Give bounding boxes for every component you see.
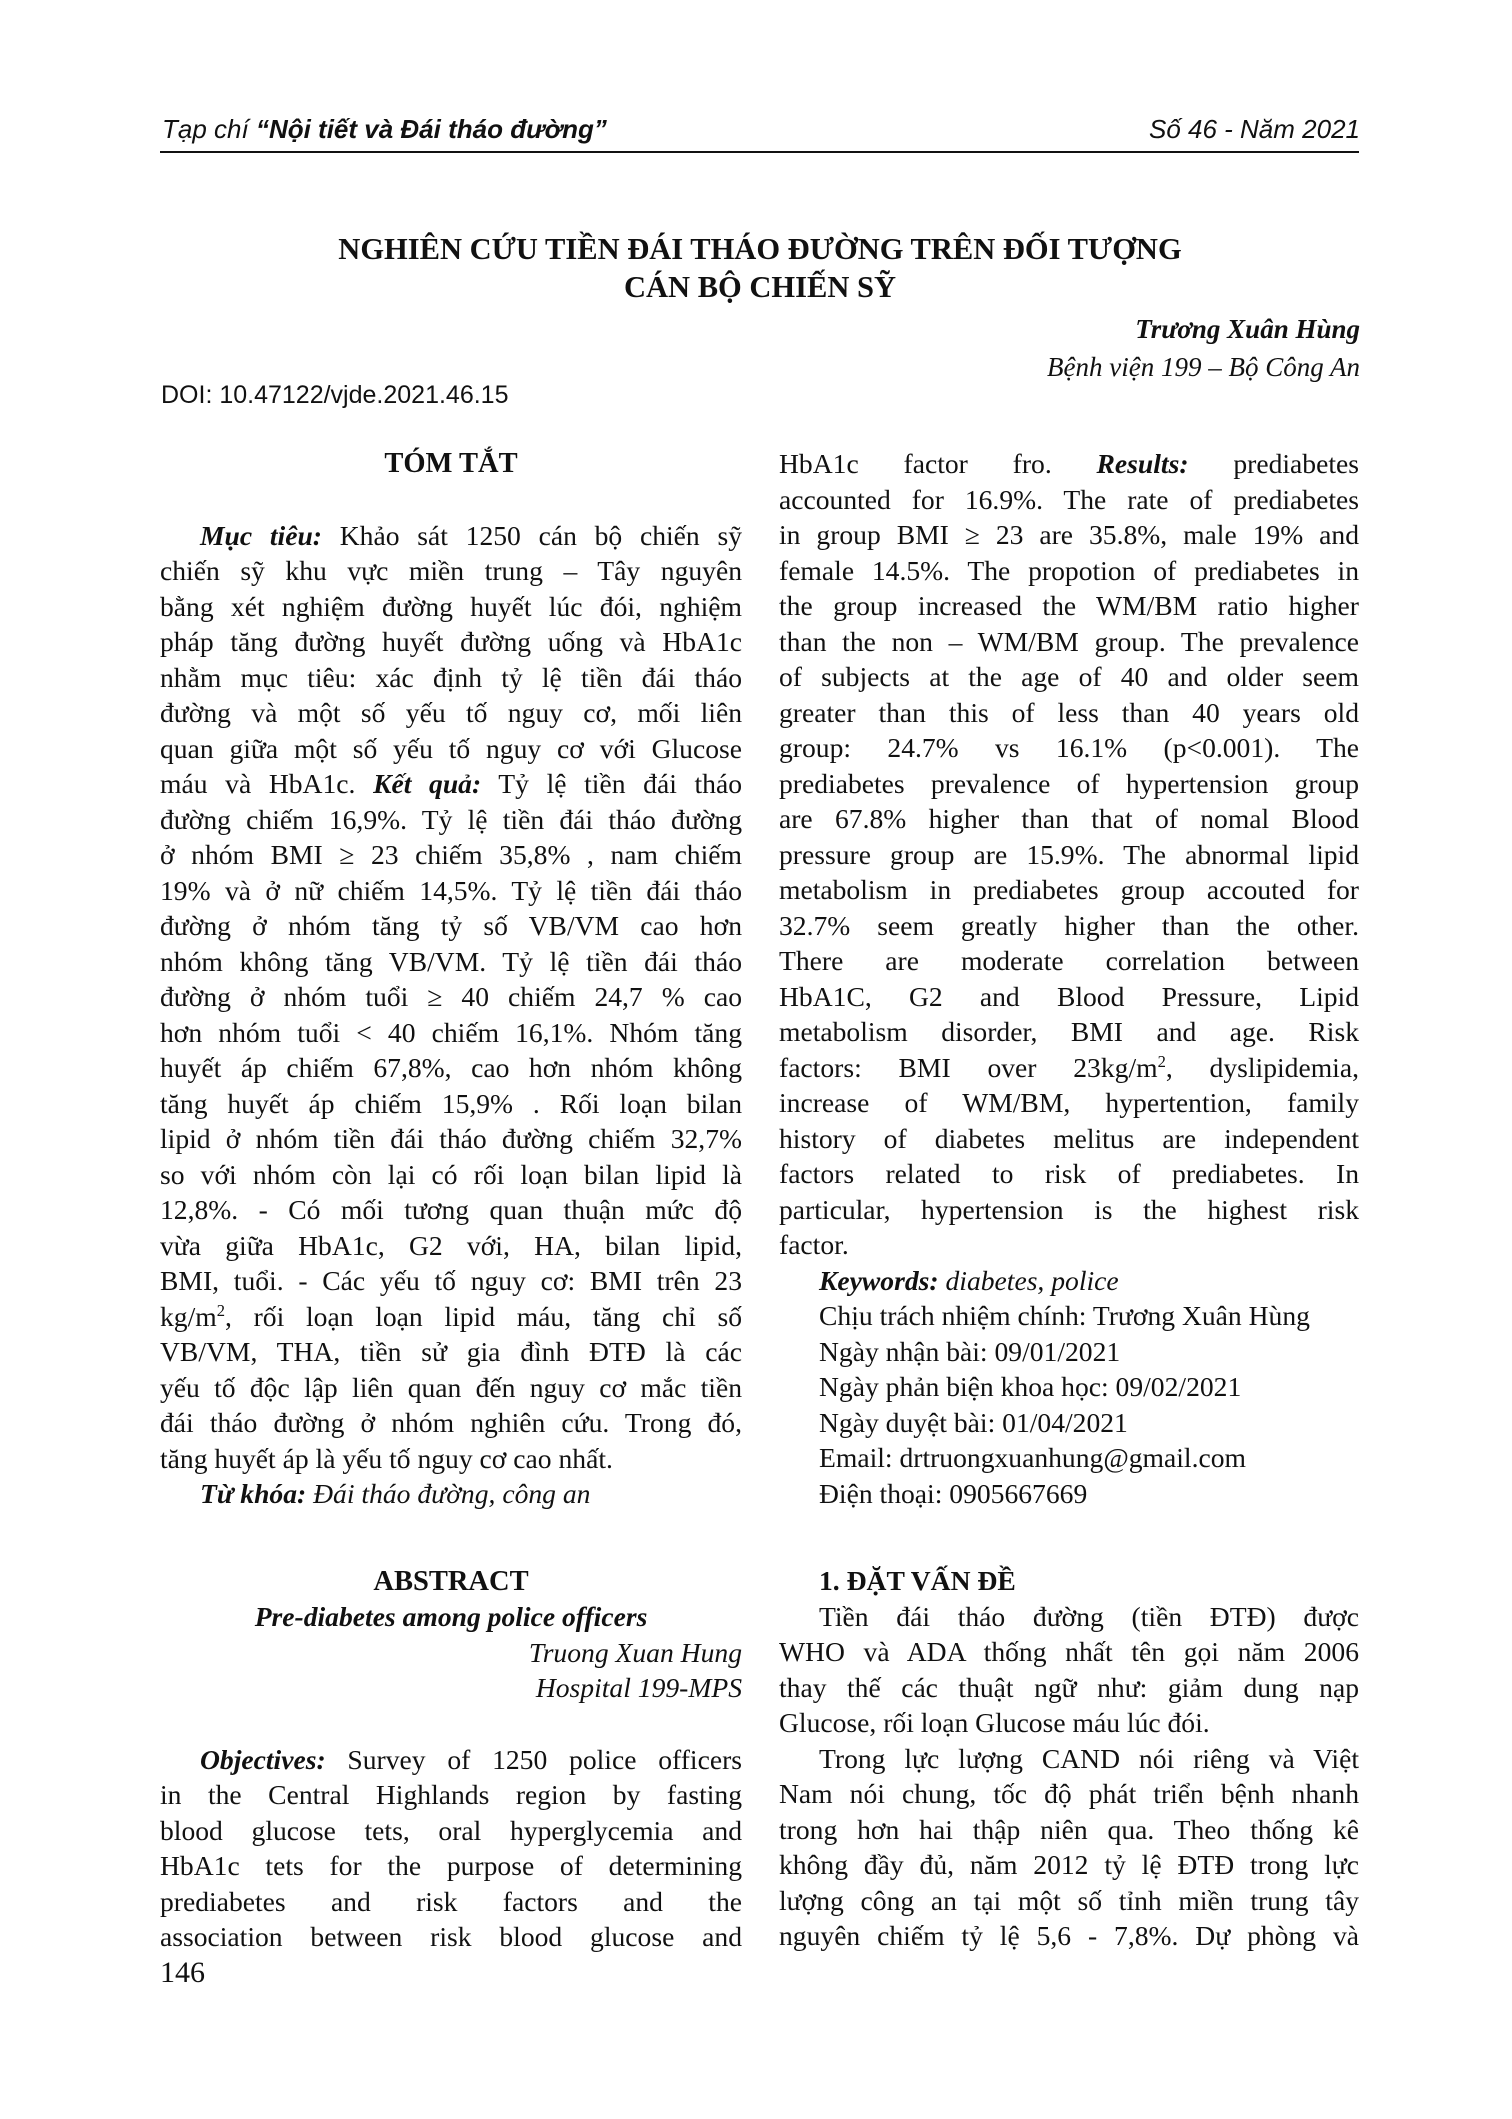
body-line: Tiền đái tháo đường (tiền ĐTĐ) được xyxy=(819,1600,1359,1632)
correspondence-email: Email: drtruongxuanhung@gmail.com xyxy=(819,1442,1246,1473)
abstract-line: accounted for 16.9%. The rate of prediabetes xyxy=(779,483,1359,515)
body-line: nguyên chiếm tỷ lệ 5,6 - 7,8%. Dự phòng và xyxy=(779,1920,1359,1951)
correspondence-line: Chịu trách nhiệm chính: Trương Xuân Hùng xyxy=(819,1300,1310,1331)
abstract-line: are 67.8% higher than that of nomal Blood xyxy=(779,803,1359,834)
summary-line: máu và HbA1c. Kết quả: Tỷ lệ tiền đái tháo xyxy=(160,768,743,799)
summary-line: yếu tố độc lập liên quan đến nguy cơ mắc tiền xyxy=(160,1371,742,1403)
abstract-line: prediabetes prevalence of hypertension group xyxy=(779,767,1359,799)
left-column xyxy=(160,446,742,1955)
summary-heading: TÓM TẮT xyxy=(384,448,518,479)
summary-line: chiến sỹ khu vực miền trung – Tây nguyên xyxy=(160,555,742,586)
doi: DOI: 10.47122/vjde.2021.46.15 xyxy=(161,381,509,409)
abstract-line: female 14.5%. The propotion of prediabetes in xyxy=(779,554,1359,586)
body-line: Nam nói chung, tốc độ phát triển bệnh nhanh xyxy=(779,1778,1359,1809)
body-line: lượng công an tại một số tỉnh miền trung tây xyxy=(779,1884,1359,1916)
title-line-1: NGHIÊN CỨU TIỀN ĐÁI THÁO ĐƯỜNG TRÊN ĐỐI TƯỢNG xyxy=(338,232,1182,266)
right-column xyxy=(779,446,1359,1954)
abstract-line: history of diabetes melitus are independent xyxy=(779,1122,1359,1154)
abstract-line: particular, hypertension is the highest risk xyxy=(779,1193,1359,1225)
abstract-line: 32.7% seem greatly higher than the other. xyxy=(779,909,1359,941)
summary-line: VB/VM, THA, tiền sử gia đình ĐTĐ là các xyxy=(160,1336,742,1367)
abstract-line: There are moderate correlation between xyxy=(779,945,1359,976)
article-title xyxy=(160,230,1360,306)
author-name: Trương Xuân Hùng xyxy=(1135,314,1360,344)
summary-line: so với nhóm còn lại có rối loạn bilan lipid là xyxy=(160,1158,742,1190)
abstract-line: Objectives: Survey of 1250 police officers xyxy=(200,1743,742,1775)
abstract-line: group: 24.7% vs 16.1% (p<0.001). The xyxy=(779,732,1359,763)
header-rule xyxy=(160,151,1359,153)
abstract-line: HbA1C, G2 and Blood Pressure, Lipid xyxy=(779,980,1359,1012)
abstract-line: increase of WM/BM, hypertention, family xyxy=(779,1087,1359,1118)
summary-line: nhằm mục tiêu: xác định tỷ lệ tiền đái tháo xyxy=(160,661,742,693)
summary-line: tăng huyết áp là yếu tố nguy cơ cao nhất. xyxy=(160,1442,613,1474)
summary-line: 19% và ở nữ chiếm 14,5%. Tỷ lệ tiền đái tháo xyxy=(160,874,742,906)
abstract-line: of subjects at the age of 40 and older seem xyxy=(779,661,1359,692)
summary-line: quan giữa một số yếu tố nguy cơ với Glucose xyxy=(160,732,742,764)
abstract-line: HbA1c tets for the purpose of determining xyxy=(160,1850,742,1881)
journal-title: Tạp chí “Nội tiết và Đái tháo đường” xyxy=(162,114,607,144)
summary-line: pháp tăng đường huyết đường uống và HbA1c xyxy=(160,626,742,657)
summary-line: $kg/m^2$, rối loạn loạn lipid máu, tăng chỉ số xyxy=(160,1300,742,1332)
summary-line: đường và một số yếu tố nguy cơ, mối liên xyxy=(160,697,742,728)
issue-number: Số 46 - Năm 2021 xyxy=(1148,114,1360,144)
abstract-line: in group BMI ≥ 23 are 35.8%, male 19% and xyxy=(779,519,1359,550)
abstract-line: in the Central Highlands region by fasting xyxy=(160,1779,742,1810)
body-line: WHO và ADA thống nhất tên gọi năm 2006 xyxy=(779,1636,1359,1667)
abstract-keywords: Keywords: diabetes, police xyxy=(819,1264,1119,1296)
abstract-line: prediabetes and risk factors and the xyxy=(160,1885,742,1917)
abstract-line: greater than this of less than 40 years old xyxy=(779,696,1359,728)
abstract-line: HbA1c factor fro. Results: prediabetes xyxy=(779,448,1359,479)
summary-line: đường chiếm 16,9%. Tỷ lệ tiền đái tháo đường xyxy=(160,803,742,835)
abstract-line: factors related to risk of prediabetes. In xyxy=(779,1158,1359,1189)
correspondence-phone: Điện thoại: 0905667669 xyxy=(819,1477,1088,1509)
summary-line: 12,8%. - Có mối tương quan thuận mức độ xyxy=(160,1194,742,1225)
summary-line: lipid ở nhóm tiền đái tháo đường chiếm 32,7% xyxy=(160,1123,742,1154)
summary-line: Mục tiêu: Khảo sát 1250 cán bộ chiến sỹ xyxy=(200,519,742,551)
abstract-line: association between risk blood glucose and xyxy=(160,1921,742,1952)
summary-line: đường ở nhóm tăng tỷ số VB/VM cao hơn xyxy=(160,910,742,941)
summary-line: vừa giữa HbA1c, G2 với, HA, bilan lipid, xyxy=(160,1229,742,1261)
correspondence-line: Ngày duyệt bài: 01/04/2021 xyxy=(819,1406,1128,1438)
abstract-line: factors: BMI over $23kg/m^2$, dyslipidemia, xyxy=(779,1051,1359,1083)
correspondence-line: Ngày phản biện khoa học: 09/02/2021 xyxy=(819,1371,1242,1402)
summary-line: tăng huyết áp chiếm 15,9% . Rối loạn bilan xyxy=(160,1087,742,1119)
body-line: thay thế các thuật ngữ như: giảm dung nạp xyxy=(779,1671,1359,1703)
abstract-title: Pre-diabetes among police officers xyxy=(254,1601,648,1632)
abstract-line: pressure group are 15.9%. The abnormal lipid xyxy=(779,838,1359,870)
body-line: Glucose, rối loạn Glucose máu lúc đói. xyxy=(779,1707,1210,1738)
correspondence-line: Ngày nhận bài: 09/01/2021 xyxy=(819,1335,1121,1367)
summary-line: nhóm không tăng VB/VM. Tỷ lệ tiền đái tháo xyxy=(160,945,742,977)
abstract-line: blood glucose tets, oral hyperglycemia and xyxy=(160,1814,742,1846)
summary-keywords: Từ khóa: Đái tháo đường, công an xyxy=(200,1478,591,1509)
abstract-author: Truong Xuan Hung xyxy=(528,1636,742,1668)
summary-line: huyết áp chiếm 67,8%, cao hơn nhóm không xyxy=(160,1052,742,1083)
abstract-line: than the non – WM/BM group. The prevalence xyxy=(779,625,1359,657)
summary-line: hơn nhóm tuổi < 40 chiếm 16,1%. Nhóm tăng xyxy=(160,1016,742,1048)
abstract-line: the group increased the WM/BM ratio higher xyxy=(779,590,1359,621)
body-line: trong hơn hai thập niên qua. Theo thống kê xyxy=(779,1813,1359,1845)
body-line: Trong lực lượng CAND nói riêng và Việt xyxy=(819,1742,1359,1774)
page-number: 146 xyxy=(160,1956,205,1989)
summary-line: ở nhóm BMI ≥ 23 chiếm 35,8% , nam chiếm xyxy=(160,839,742,870)
abstract-heading: ABSTRACT xyxy=(373,1565,529,1597)
section-heading: 1. ĐẶT VẤN ĐỀ xyxy=(819,1565,1016,1596)
author-block xyxy=(1047,310,1360,386)
summary-line: đường ở nhóm tuổi ≥ 40 chiếm 24,7 % cao xyxy=(160,981,742,1012)
running-header xyxy=(160,114,1360,154)
abstract-line: metabolism in prediabetes group accouted for xyxy=(779,874,1359,905)
author-affiliation: Bệnh viện 199 – Bộ Công An xyxy=(1047,352,1360,382)
summary-line: bằng xét nghiệm đường huyết lúc đói, nghiệm xyxy=(160,590,742,622)
abstract-line: factor. xyxy=(779,1229,849,1260)
abstract-affiliation: Hospital 199-MPS xyxy=(535,1672,742,1703)
body-line: không đầy đủ, năm 2012 tỷ lệ ĐTĐ trong lực xyxy=(779,1849,1359,1880)
summary-line: đái tháo đường ở nhóm nghiên cứu. Trong đó, xyxy=(160,1407,742,1438)
title-line-2: CÁN BỘ CHIẾN SỸ xyxy=(624,270,896,304)
abstract-line: metabolism disorder, BMI and age. Risk xyxy=(779,1016,1359,1047)
summary-line: BMI, tuổi. - Các yếu tố nguy cơ: BMI trên 23 xyxy=(160,1265,742,1296)
